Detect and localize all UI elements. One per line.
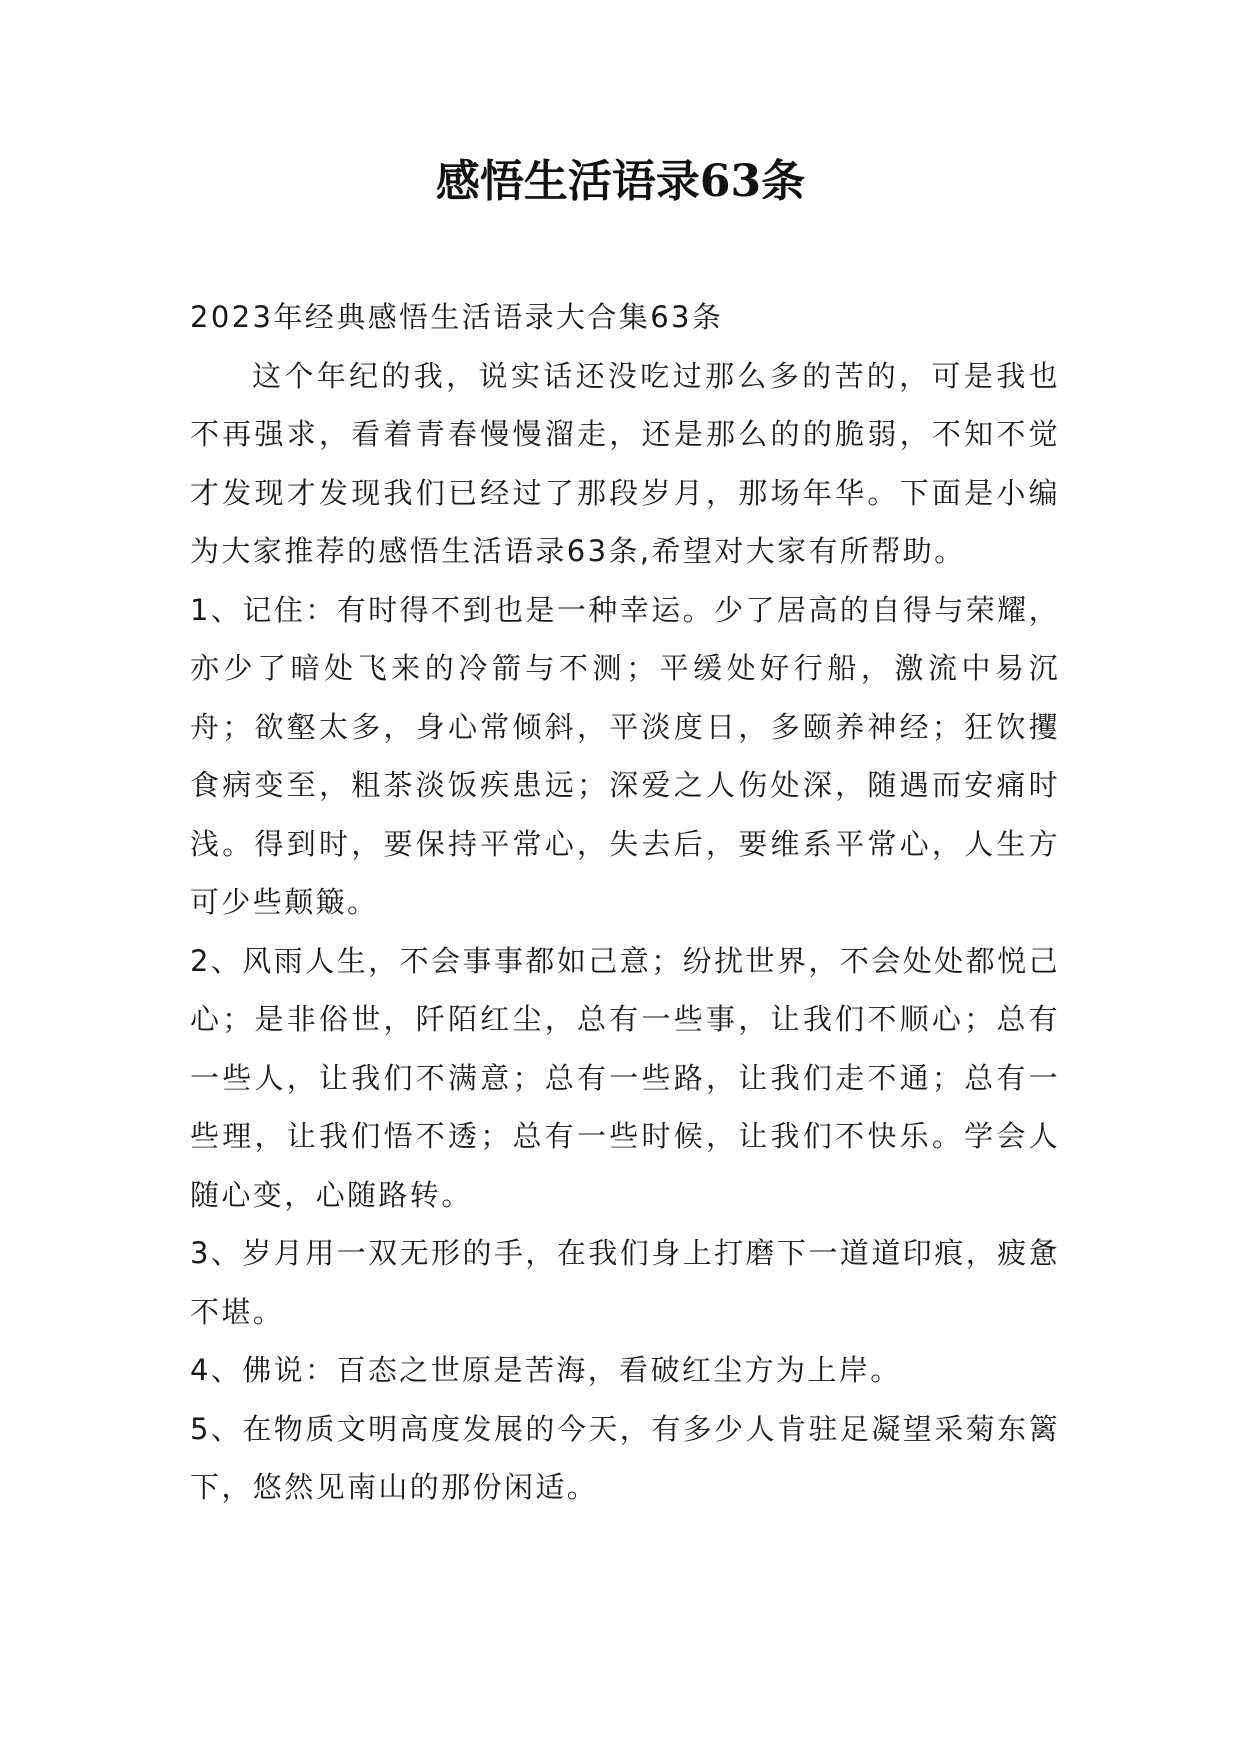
quote-item-3: 3、岁月用一双无形的手，在我们身上打磨下一道道印痕，疲惫不堪。 [190,1236,1060,1329]
intro-paragraph: 这个年纪的我，说实话还没吃过那么多的苦的，可是我也不再强求，看着青春慢慢溜走，还是那么的的脆弱，不知不觉才发现才发现我们已经过了那段岁月，那场年华。下面是小编为大家推荐的感悟生活语录63条,希望对大家有所帮助。 [190,358,1060,568]
document-subtitle: 2023年经典感悟生活语录大合集63条 [190,300,724,334]
quote-item-5: 5、在物质文明高度发展的今天，有多少人肯驻足凝望采菊东篱下，悠然见南山的那份闲适。 [190,1411,1060,1504]
document-title: 感悟生活语录63条 [435,156,806,207]
quote-item-2: 2、风雨人生，不会事事都如己意；纷扰世界，不会处处都悦己心；是非俗世，阡陌红尘，总有一些事，让我们不顺心；总有一些人，让我们不满意；总有一些路，让我们走不通；总有一些理，让我们悟不透；总有一些时候，让我们不快乐。学会人随心变，心随路转。 [190,943,1060,1212]
quote-item-1: 1、记住：有时得不到也是一种幸运。少了居高的自得与荣耀，亦少了暗处飞来的冷箭与不测；平缓处好行船，激流中易沉舟；欲壑太多，身心常倾斜，平淡度日，多颐养神经；狂饮攫食病变至，粗茶淡饭疾患远；深爱之人伤处深，随遇而安痛时浅。得到时，要保持平常心，失去后，要维系平常心，人生方可少些颠簸。 [190,592,1060,919]
quote-item-4: 4、佛说：百态之世原是苦海，看破红尘方为上岸。 [190,1353,902,1387]
document-body [190,288,1060,1517]
